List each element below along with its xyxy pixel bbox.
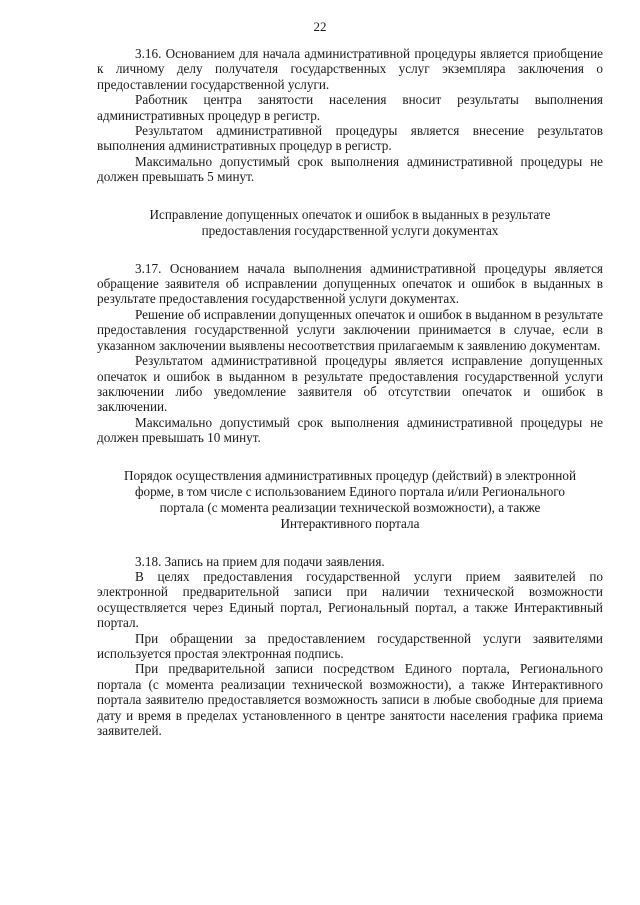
document-body xyxy=(97,46,603,738)
paragraph-3-16-3: Результатом административной процедуры является внесение результатов выполнения административных процедур в регистр. xyxy=(97,123,603,154)
heading-electronic-line-2: форме, в том числе с использованием Единого портала и/или Регионального xyxy=(135,483,565,499)
paragraph-3-18-3: При обращении за предоставлением государственной услуги заявителями используется простая электронная подпись. xyxy=(97,630,603,661)
heading-electronic-line-3: портала (с момента реализации технической возможности), а также xyxy=(159,499,541,515)
paragraph-3-17-1: 3.17. Основанием начала выполнения административной процедуры является обращение заявителя об исправлении допущенных опечаток и ошибок в выданных в результате предоставления государственной услуги документах. xyxy=(97,260,603,307)
heading-electronic xyxy=(97,468,603,532)
paragraph-3-16-2: Работник центра занятости населения вносит результаты выполнения административных процедур в регистр. xyxy=(97,92,603,123)
page-number: 22 xyxy=(313,19,327,34)
paragraph-3-16-4: Максимально допустимый срок выполнения административной процедуры не должен превышать 5 минут. xyxy=(97,153,603,185)
paragraph-3-18-1: 3.18. Запись на прием для подачи заявления. xyxy=(135,553,385,569)
paragraph-3-18-2: В целях предоставления государственной услуги прием заявителей по электронной предварительной записи при наличии технической возможности осуществляется через Единый портал, Региональный портал, а также Интерактивный портал. xyxy=(97,568,603,631)
paragraph-3-17-3: Результатом административной процедуры является исправление допущенных опечаток и ошибок в выданном в результате предоставления государственной услуги заключении либо уведомление заявителя об отсутствии опечаток и ошибок в заключении. xyxy=(97,353,603,415)
heading-electronic-line-4: Интерактивного портала xyxy=(280,515,420,531)
paragraph-3-18-4: При предварительной записи посредством Единого портала, Регионального портала (с момента реализации технической возможности), а также Интерактивного портала заявителю предоставляется возможность записи в любые свободные для приема дату и время в пределах установленного в центре занятости населения графика приема заявителей. xyxy=(97,661,603,738)
heading-electronic-line-1: Порядок осуществления административных процедур (действий) в электронной xyxy=(123,467,577,483)
heading-corrections xyxy=(97,207,603,239)
heading-corrections-line-1: Исправление допущенных опечаток и ошибок в выданных в результате xyxy=(149,206,551,222)
paragraph-3-17-4: Максимально допустимый срок выполнения административной процедуры не должен превышать 10 минут. xyxy=(97,414,603,446)
heading-corrections-line-2: предоставления государственной услуги документах xyxy=(201,222,499,238)
paragraph-3-17-2: Решение об исправлении допущенных опечаток и ошибок в выданном в результате предоставления государственной услуги заключении принимается в случае, если в указанном заключении выявлены несоответствия прилагаемым к заявлению документам. xyxy=(97,306,603,353)
paragraph-3-16-1: 3.16. Основанием для начала административной процедуры является приобщение к личному делу получателя государственных услуг экземпляра заключения о предоставлении государственной услуги. xyxy=(97,46,603,92)
